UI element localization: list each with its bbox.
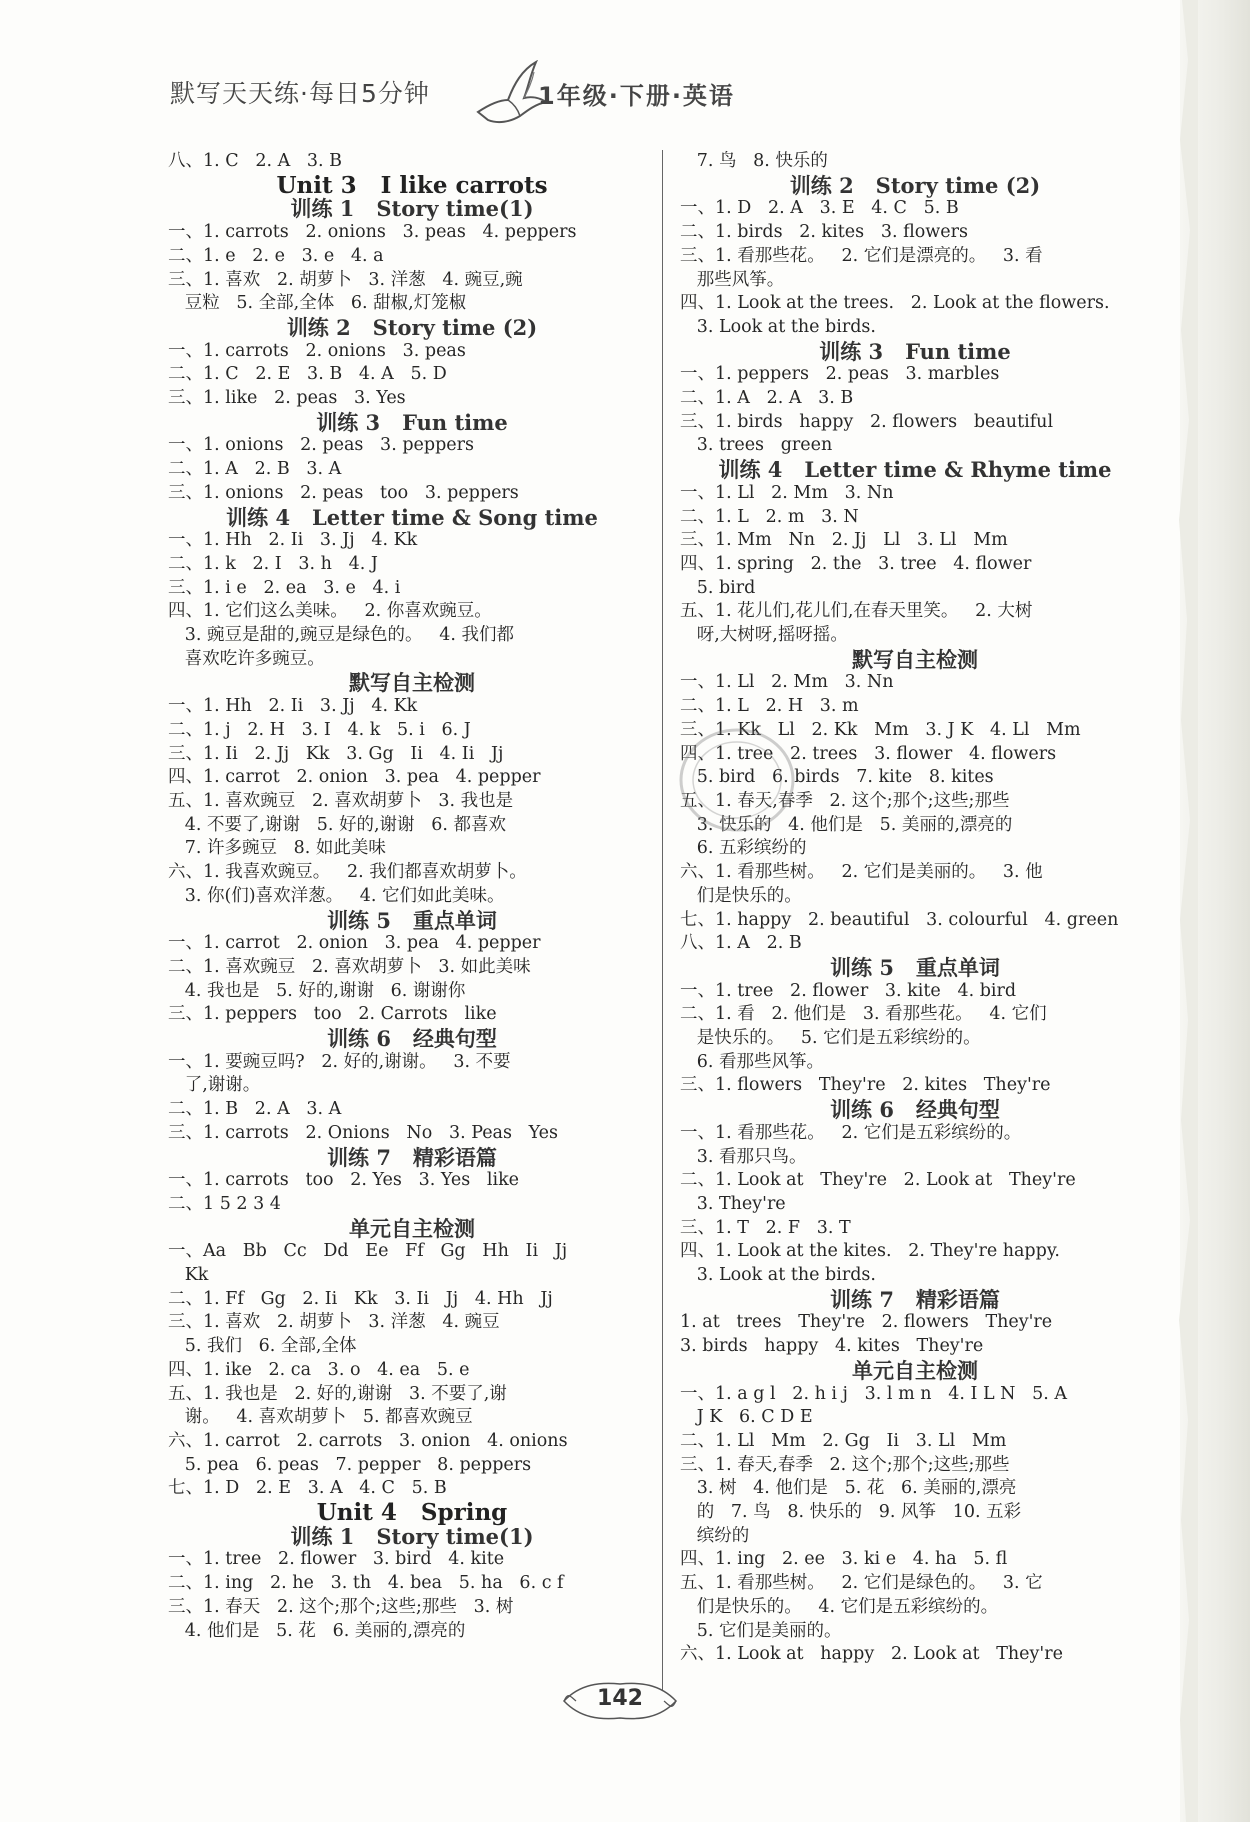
answer-column-right: [680, 150, 1150, 1667]
answer-line: 六、1. 看那些树。 2. 它们是美丽的。 3. 他: [680, 862, 1043, 883]
answer-line: 三、1. Mm Nn 2. Jj Ll 3. Ll Mm: [680, 530, 1008, 551]
answer-line: 7. 鸟 8. 快乐的: [680, 151, 828, 171]
answer-line: 3. 树 4. 他们是 5. 花 6. 美丽的,漂亮: [680, 1478, 1017, 1499]
answer-line: 了,谢谢。: [168, 1075, 261, 1096]
answer-line: 四、1. ing 2. ee 3. ki e 4. ha 5. fl: [680, 1549, 1008, 1570]
answer-line: 二、1. C 2. E 3. B 4. A 5. D: [168, 364, 447, 385]
answer-line: 一、1. Hh 2. Ii 3. Jj 4. Kk: [168, 530, 418, 551]
section-heading: 训练 7 精彩语篇: [830, 1286, 1000, 1312]
page-number: 142: [597, 1686, 643, 1711]
answer-line: 五、1. 花儿们,花儿们,在春天里笑。 2. 大树: [680, 601, 1033, 622]
answer-line: 三、1. like 2. peas 3. Yes: [168, 388, 406, 409]
answer-line: 四、1. Look at the trees. 2. Look at the flowers.: [680, 293, 1110, 314]
answer-line: 二、1. Ff Gg 2. Ii Kk 3. Ii Jj 4. Hh Jj: [168, 1288, 553, 1309]
answer-line: 三、1. 春天 2. 这个;那个;这些;那些 3. 树: [168, 1596, 514, 1617]
answer-line: 3. trees green: [680, 435, 833, 456]
answer-line: 3. 豌豆是甜的,豌豆是绿色的。 4. 我们都: [168, 625, 514, 646]
answer-line: 五、1. 我也是 2. 好的,谢谢 3. 不要了,谢: [168, 1383, 507, 1404]
section-heading: 训练 2 Story time (2): [286, 314, 538, 340]
answer-line: 缤纷的: [680, 1525, 750, 1546]
section-heading: 训练 1 Story time(1): [290, 1523, 534, 1549]
answer-line: 豆粒 5. 全部,全体 6. 甜椒,灯笼椒: [168, 293, 467, 314]
answer-line: 三、1. 喜欢 2. 胡萝卜 3. 洋葱 4. 豌豆,豌: [168, 269, 523, 290]
answer-line: 4. 我也是 5. 好的,谢谢 6. 谢谢你: [168, 980, 466, 1001]
answer-line: 一、1. a g l 2. h i j 3. l m n 4. I L N 5. A: [680, 1383, 1068, 1404]
answer-line: 四、1. carrot 2. onion 3. pea 4. pepper: [168, 767, 541, 788]
answer-line: 四、1. ike 2. ca 3. o 4. ea 5. e: [168, 1359, 470, 1380]
answer-line: 一、1. tree 2. flower 3. kite 4. bird: [680, 980, 1017, 1001]
answer-line: 5. 它们是美丽的。: [680, 1620, 842, 1641]
answer-line: 四、1. spring 2. the 3. tree 4. flower: [680, 553, 1032, 574]
answer-line: 一、1. Ll 2. Mm 3. Nn: [680, 672, 894, 693]
answer-line: 3. 你(们)喜欢洋葱。 4. 它们如此美味。: [168, 885, 505, 906]
answer-line: 八、1. C 2. A 3. B: [168, 151, 343, 171]
answer-line: 三、1. Ii 2. Jj Kk 3. Gg Ii 4. Ii Jj: [168, 743, 504, 764]
answer-line: 一、1. tree 2. flower 3. bird 4. kite: [168, 1549, 505, 1570]
answer-line: 四、1. Look at the kites. 2. They're happy.: [680, 1241, 1060, 1262]
answer-line: 二、1. e 2. e 3. e 4. a: [168, 245, 384, 266]
answer-line: 八、1. A 2. B: [680, 933, 802, 954]
section-heading: 训练 3 Fun time: [316, 409, 508, 435]
answer-line: 七、1. D 2. E 3. A 4. C 5. B: [168, 1478, 447, 1499]
answer-line: J K 6. C D E: [680, 1407, 813, 1428]
answer-line: 一、1. carrots 2. onions 3. peas 4. peppers: [168, 222, 577, 243]
answer-line: 二、1. A 2. B 3. A: [168, 459, 342, 480]
answer-line: 谢。 4. 喜欢胡萝卜 5. 都喜欢豌豆: [168, 1407, 473, 1428]
answer-line: 喜欢吃许多豌豆。: [168, 648, 325, 669]
answer-line: 五、1. 看那些树。 2. 它们是绿色的。 3. 它: [680, 1573, 1043, 1594]
answer-line: 3. 快乐的 4. 他们是 5. 美丽的,漂亮的: [680, 814, 1013, 835]
answer-line: 5. bird: [680, 577, 756, 598]
answer-line: 三、1. onions 2. peas too 3. peppers: [168, 482, 519, 503]
answer-line: 们是快乐的。: [680, 885, 802, 906]
answer-line: 那些风筝。: [680, 269, 785, 290]
answer-line: 二、1. j 2. H 3. I 4. k 5. i 6. J: [168, 719, 471, 740]
answer-line: 一、1. 要豌豆吗? 2. 好的,谢谢。 3. 不要: [168, 1051, 511, 1072]
section-heading: 训练 4 Letter time & Song time: [226, 504, 598, 530]
section-heading: 默写自主检测: [852, 646, 978, 672]
answer-line: 一、1. 看那些花。 2. 它们是五彩缤纷的。: [680, 1122, 1022, 1143]
answer-line: 5. bird 6. birds 7. kite 8. kites: [680, 767, 994, 788]
answer-column-left: [168, 150, 656, 1643]
answer-line: 三、1. flowers They're 2. kites They're: [680, 1075, 1051, 1096]
section-heading: 训练 5 重点单词: [830, 954, 1000, 980]
unit-title: Unit 4 Spring: [316, 1499, 508, 1527]
answer-line: 二、1. Look at They're 2. Look at They're: [680, 1170, 1076, 1191]
section-heading: 训练 3 Fun time: [819, 338, 1011, 364]
answer-line: 三、1. 喜欢 2. 胡萝卜 3. 洋葱 4. 豌豆: [168, 1312, 500, 1333]
answer-line: 三、1. birds happy 2. flowers beautiful: [680, 411, 1054, 432]
answer-line: 四、1. 它们这么美味。 2. 你喜欢豌豆。: [168, 601, 492, 622]
answer-line: 呀,大树呀,摇呀摇。: [680, 625, 848, 646]
answer-line: 是快乐的。 5. 它们是五彩缤纷的。: [680, 1028, 981, 1049]
answer-line: 1. at trees They're 2. flowers They're: [680, 1312, 1053, 1333]
page-header: [130, 60, 910, 140]
answer-line: 一、1. peppers 2. peas 3. marbles: [680, 364, 1000, 385]
answer-line: 六、1. Look at happy 2. Look at They're: [680, 1644, 1063, 1665]
answer-line: 3. 看那只鸟。: [680, 1146, 807, 1167]
section-heading: 训练 2 Story time (2): [789, 172, 1041, 198]
answer-line: 6. 五彩缤纷的: [680, 838, 807, 859]
answer-line: 二、1. Ll Mm 2. Gg Ii 3. Ll Mm: [680, 1430, 1007, 1451]
answer-line: 二、1. B 2. A 3. A: [168, 1099, 342, 1120]
section-heading: 训练 1 Story time(1): [290, 196, 534, 222]
answer-line: 三、1. i e 2. ea 3. e 4. i: [168, 577, 401, 598]
answer-line: 二、1. birds 2. kites 3. flowers: [680, 222, 968, 243]
answer-line: 六、1. carrot 2. carrots 3. onion 4. onions: [168, 1430, 568, 1451]
column-divider: [662, 150, 663, 1690]
torn-page-edge: [1172, 0, 1198, 1822]
answer-line: 五、1. 春天,春季 2. 这个;那个;这些;那些: [680, 790, 1010, 811]
answer-line: 们是快乐的。 4. 它们是五彩缤纷的。: [680, 1596, 999, 1617]
answer-line: 3. Look at the birds.: [680, 1265, 876, 1286]
answer-line: 三、1. 看那些花。 2. 它们是漂亮的。 3. 看: [680, 245, 1043, 266]
watermark-stamp-icon: [672, 720, 802, 840]
answer-line: 7. 许多豌豆 8. 如此美味: [168, 838, 386, 859]
answer-line: 二、1. 喜欢豌豆 2. 喜欢胡萝卜 3. 如此美味: [168, 956, 531, 977]
answer-line: 5. 我们 6. 全部,全体: [168, 1336, 357, 1357]
answer-line: 三、1. Kk Ll 2. Kk Mm 3. J K 4. Ll Mm: [680, 719, 1081, 740]
answer-line: 四、1. tree 2. trees 3. flower 4. flowers: [680, 743, 1057, 764]
answer-line: 4. 不要了,谢谢 5. 好的,谢谢 6. 都喜欢: [168, 814, 506, 835]
answer-line: 三、1. carrots 2. Onions No 3. Peas Yes: [168, 1122, 559, 1143]
answer-line: 五、1. 喜欢豌豆 2. 喜欢胡萝卜 3. 我也是: [168, 790, 514, 811]
answer-line: 二、1. L 2. H 3. m: [680, 696, 859, 717]
section-heading: 训练 5 重点单词: [327, 907, 497, 933]
section-heading: 单元自主检测: [349, 1215, 475, 1241]
answer-line: 一、Aa Bb Cc Dd Ee Ff Gg Hh Ii Jj: [168, 1241, 568, 1262]
answer-line: 二、1. ing 2. he 3. th 4. bea 5. ha 6. c f: [168, 1573, 564, 1594]
section-heading: 默写自主检测: [349, 670, 475, 696]
book-subtitle: 1年级·下册·英语: [538, 82, 735, 110]
book-title: 默写天天练·每日5分钟: [170, 79, 430, 108]
answer-line: 一、1. carrots too 2. Yes 3. Yes like: [168, 1170, 520, 1191]
answer-line: 一、1. carrot 2. onion 3. pea 4. pepper: [168, 933, 541, 954]
answer-line: 一、1. carrots 2. onions 3. peas: [168, 340, 466, 361]
answer-line: 二、1. A 2. A 3. B: [680, 388, 854, 409]
answer-line: 3. Look at the birds.: [680, 316, 876, 337]
page-footer: [560, 1676, 680, 1726]
answer-line: 一、1. onions 2. peas 3. peppers: [168, 435, 474, 456]
answer-line: 的 7. 鸟 8. 快乐的 9. 风筝 10. 五彩: [680, 1502, 1022, 1523]
answer-line: 三、1. T 2. F 3. T: [680, 1217, 851, 1238]
answer-line: 六、1. 我喜欢豌豆。 2. 我们都喜欢胡萝卜。: [168, 862, 527, 883]
answer-line: 3. birds happy 4. kites They're: [680, 1336, 984, 1357]
answer-line: 一、1. Hh 2. Ii 3. Jj 4. Kk: [168, 696, 418, 717]
answer-line: 二、1. k 2. I 3. h 4. J: [168, 553, 378, 574]
section-heading: 训练 4 Letter time & Rhyme time: [718, 457, 1112, 483]
answer-line: 一、1. Ll 2. Mm 3. Nn: [680, 482, 894, 503]
unit-title: Unit 3 I like carrots: [276, 171, 548, 199]
answer-line: 4. 他们是 5. 花 6. 美丽的,漂亮的: [168, 1620, 466, 1641]
answer-line: 二、1. 看 2. 他们是 3. 看那些花。 4. 它们: [680, 1004, 1047, 1025]
answer-line: 二、1. L 2. m 3. N: [680, 506, 859, 527]
answer-line: 三、1. peppers too 2. Carrots like: [168, 1004, 497, 1025]
answer-line: Kk: [168, 1265, 209, 1286]
section-heading: 训练 7 精彩语篇: [327, 1144, 497, 1170]
answer-line: 一、1. D 2. A 3. E 4. C 5. B: [680, 198, 959, 219]
answer-line: 二、1 5 2 3 4: [168, 1193, 281, 1214]
section-heading: 单元自主检测: [852, 1357, 978, 1383]
answer-line: 三、1. 春天,春季 2. 这个;那个;这些;那些: [680, 1454, 1010, 1475]
answer-line: 3. They're: [680, 1193, 786, 1214]
answer-line: 5. pea 6. peas 7. pepper 8. peppers: [168, 1454, 532, 1475]
section-heading: 训练 6 经典句型: [327, 1026, 497, 1052]
answer-line: 6. 看那些风筝。: [680, 1051, 824, 1072]
answer-line: 七、1. happy 2. beautiful 3. colourful 4. green: [680, 909, 1119, 930]
section-heading: 训练 6 经典句型: [830, 1097, 1000, 1123]
